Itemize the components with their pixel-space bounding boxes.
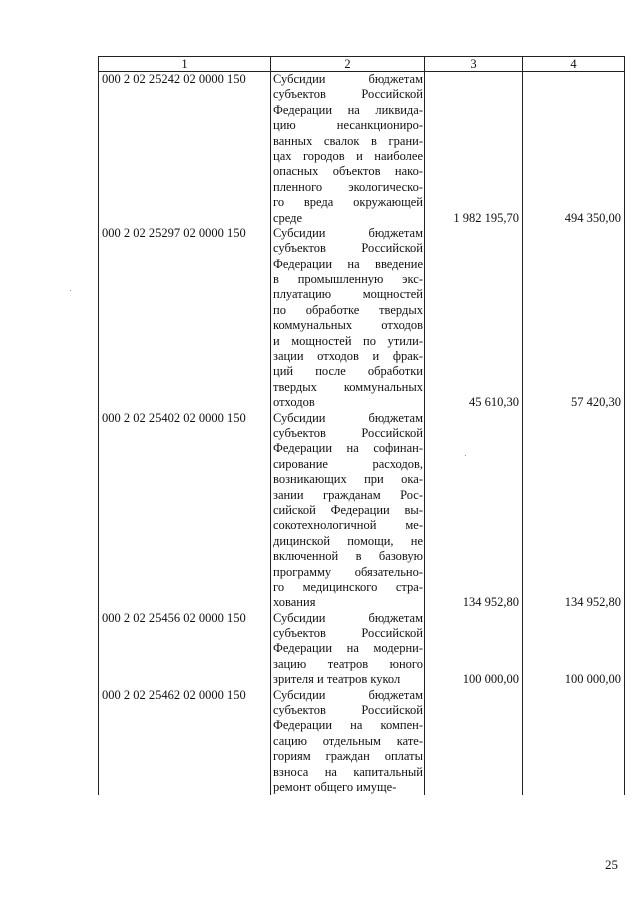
description-line: в промышленную экс- bbox=[273, 272, 423, 287]
description-line: Субсидии бюджетам bbox=[273, 225, 423, 240]
description-line: го медицинского стра- bbox=[273, 579, 423, 594]
description-line: и мощностей по утили- bbox=[273, 333, 423, 348]
budget-table bbox=[98, 56, 625, 795]
description-line: цию несанкциониро- bbox=[273, 118, 423, 133]
description-line: включенной в базовую bbox=[273, 549, 423, 564]
description-line: плуатацию мощностей bbox=[273, 287, 423, 302]
table-body bbox=[99, 72, 625, 796]
amount-col4-cell: 57 420,30 bbox=[523, 226, 625, 411]
description-line: пленного экологическо- bbox=[273, 179, 423, 194]
budget-code-cell: 000 2 02 25456 02 0000 150 bbox=[99, 611, 271, 688]
description-line: ремонт общего имуще- bbox=[273, 779, 397, 794]
description-line: по обработке твердых bbox=[273, 302, 423, 317]
header-cell-3: 3 bbox=[425, 57, 523, 72]
amount-col4-cell: 134 952,80 bbox=[523, 411, 625, 611]
description-line: ций после обработки bbox=[273, 364, 423, 379]
description-line: Субсидии бюджетам bbox=[273, 410, 423, 425]
description-line: хования bbox=[273, 595, 316, 610]
table-row bbox=[99, 226, 625, 411]
amount-col3-cell bbox=[425, 688, 523, 796]
description-line: опасных объектов нако- bbox=[273, 164, 423, 179]
description-line: субъектов Российской bbox=[273, 241, 423, 256]
description-line: Федерации на компен- bbox=[273, 718, 423, 733]
description-line: субъектов Российской bbox=[273, 87, 423, 102]
description-line: возникающих при ока- bbox=[273, 472, 423, 487]
description-cell bbox=[271, 72, 425, 226]
description-line: дицинской помощи, не bbox=[273, 533, 423, 548]
description-line: субъектов Российской bbox=[273, 626, 423, 641]
amount-col3-cell: 134 952,80 bbox=[425, 411, 523, 611]
description-line: Субсидии бюджетам bbox=[273, 610, 423, 625]
header-cell-1: 1 bbox=[99, 57, 271, 72]
description-line: среде bbox=[273, 210, 303, 225]
description-line: Федерации на модерни- bbox=[273, 641, 423, 656]
amount-col4-cell bbox=[523, 688, 625, 796]
description-line: сокотехнологичной ме- bbox=[273, 518, 423, 533]
budget-code-cell: 000 2 02 25242 02 0000 150 bbox=[99, 72, 271, 226]
header-cell-4: 4 bbox=[523, 57, 625, 72]
description-line: Федерации на ликвида- bbox=[273, 102, 423, 117]
description-line: зацию театров юного bbox=[273, 656, 423, 671]
description-line: го вреда окружающей bbox=[273, 195, 423, 210]
description-line: коммунальных отходов bbox=[273, 318, 423, 333]
description-line: взноса на капитальный bbox=[273, 764, 423, 779]
description-line: субъектов Российской bbox=[273, 425, 423, 440]
description-line: субъектов Российской bbox=[273, 703, 423, 718]
description-line: сийской Федерации вы- bbox=[273, 502, 423, 517]
description-line: сирование расходов, bbox=[273, 456, 423, 471]
budget-code-cell: 000 2 02 25462 02 0000 150 bbox=[99, 688, 271, 796]
amount-col3-cell: 45 610,30 bbox=[425, 226, 523, 411]
description-line: зании гражданам Рос- bbox=[273, 487, 423, 502]
description-line: Федерации на софинан- bbox=[273, 441, 423, 456]
description-line: ванных свалок в грани- bbox=[273, 133, 423, 148]
description-line: цах городов и наиболее bbox=[273, 148, 423, 163]
amount-col4-cell: 494 350,00 bbox=[523, 72, 625, 226]
table-row bbox=[99, 611, 625, 688]
table-row bbox=[99, 72, 625, 226]
table-row bbox=[99, 411, 625, 611]
header-cell-2: 2 bbox=[271, 57, 425, 72]
description-line: Федерации на введение bbox=[273, 256, 423, 271]
page-number: 25 bbox=[605, 857, 618, 872]
description-line: Субсидии бюджетам bbox=[273, 72, 423, 86]
amount-col3-cell: 100 000,00 bbox=[425, 611, 523, 688]
description-cell bbox=[271, 226, 425, 411]
description-cell bbox=[271, 688, 425, 796]
description-cell bbox=[271, 611, 425, 688]
description-line: зации отходов и фрак- bbox=[273, 349, 423, 364]
description-line: программу обязательно- bbox=[273, 564, 423, 579]
table-row bbox=[99, 688, 625, 796]
description-line: гориям граждан оплаты bbox=[273, 749, 423, 764]
description-line: отходов bbox=[273, 395, 315, 410]
budget-code-cell: 000 2 02 25402 02 0000 150 bbox=[99, 411, 271, 611]
budget-code-cell: 000 2 02 25297 02 0000 150 bbox=[99, 226, 271, 411]
amount-col4-cell: 100 000,00 bbox=[523, 611, 625, 688]
scan-artifact bbox=[465, 455, 466, 456]
description-cell bbox=[271, 411, 425, 611]
table-header-row bbox=[99, 57, 625, 72]
description-line: зрителя и театров кукол bbox=[273, 672, 401, 687]
description-line: твердых коммунальных bbox=[273, 379, 423, 394]
description-line: Субсидии бюджетам bbox=[273, 687, 423, 702]
scan-artifact bbox=[70, 290, 71, 291]
description-line: сацию отдельным кате- bbox=[273, 733, 423, 748]
amount-col3-cell: 1 982 195,70 bbox=[425, 72, 523, 226]
